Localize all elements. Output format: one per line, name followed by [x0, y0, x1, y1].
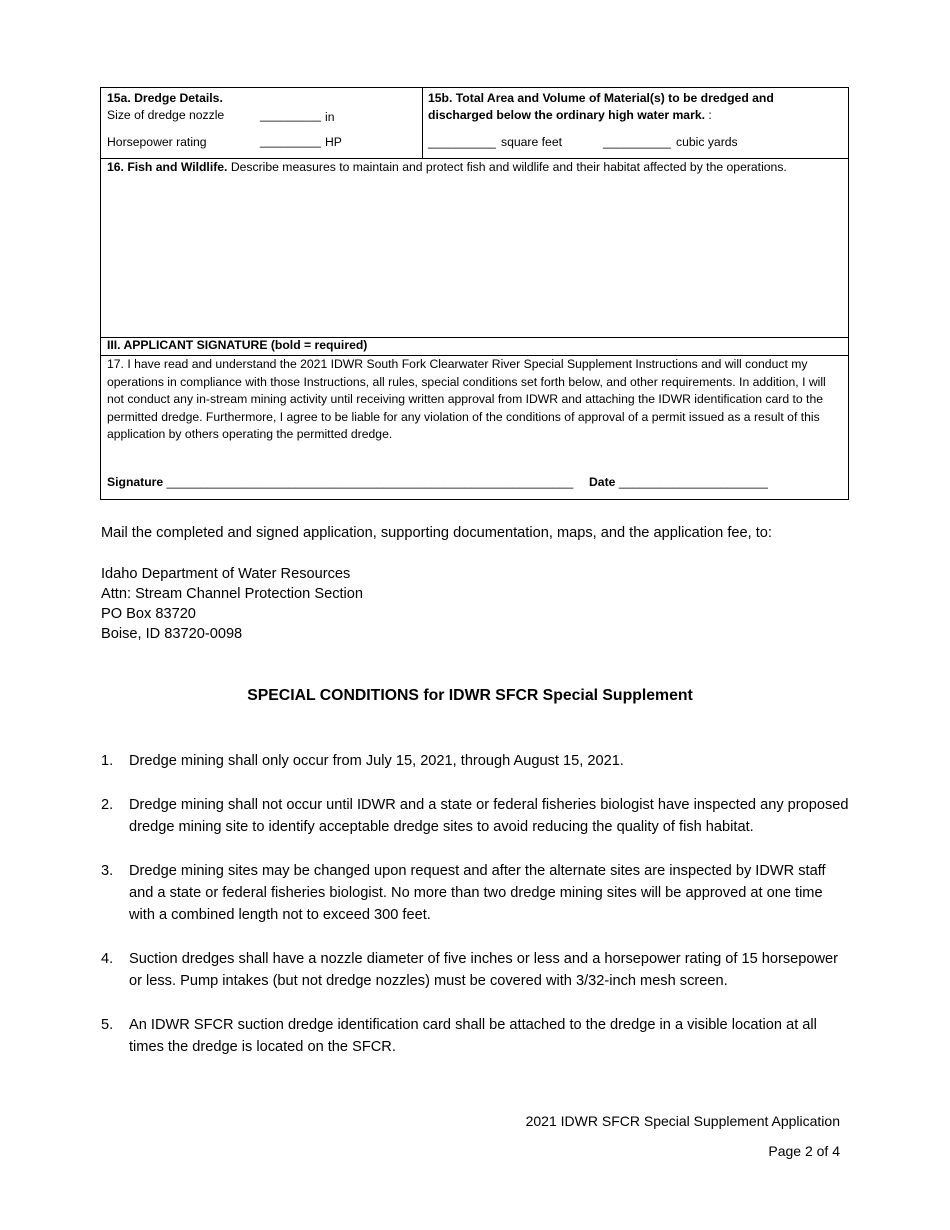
section-15b-title-line2: discharged below the ordinary high water mark.	[428, 108, 705, 122]
mail-instruction: Mail the completed and signed application, supporting documentation, maps, and the application fee, to:	[101, 525, 772, 541]
date-line[interactable]	[589, 474, 768, 491]
section-15b-title-suffix: :	[708, 108, 712, 122]
footer-document-title: 2021 IDWR SFCR Special Supplement Application	[525, 1113, 840, 1129]
applicant-signature-header: III. APPLICANT SIGNATURE (bold = required)	[107, 338, 368, 352]
condition-text: Dredge mining shall only occur from July 15, 2021, through August 15, 2021.	[129, 753, 624, 769]
condition-text: An IDWR SFCR suction dredge identification card shall be attached to the dredge in a visible location at all times the dredge is located on the SFCR.	[129, 1017, 817, 1055]
condition-number: 2.	[101, 797, 114, 813]
special-conditions-title: SPECIAL CONDITIONS for IDWR SFCR Special Supplement	[247, 687, 693, 704]
area-field[interactable]: __________	[428, 135, 496, 149]
condition-text: Dredge mining shall not occur until IDWR and a state or federal fisheries biologist have inspected any proposed dredge mining site to identify acceptable dredge sites to avoid reducing the quality of fish habitat.	[129, 797, 849, 835]
section-15b	[428, 90, 843, 158]
nozzle-size-field[interactable]: _________	[260, 108, 322, 122]
section-16-title: 16. Fish and Wildlife.	[107, 160, 228, 174]
condition-item	[101, 794, 851, 838]
condition-text: Suction dredges shall have a nozzle diameter of five inches or less and a horsepower rating of 15 horsepower or less. Pump intakes (but not dredge nozzles) must be covered with 3/32-inch mesh screen.	[129, 951, 839, 989]
condition-item	[101, 860, 851, 926]
condition-item	[101, 948, 851, 992]
nozzle-size-label: Size of dredge nozzle	[107, 108, 225, 122]
condition-number: 4.	[101, 951, 114, 967]
condition-item	[101, 1014, 851, 1058]
signature-blank[interactable]: ____________________________________________________________	[166, 475, 574, 489]
section-16[interactable]	[107, 159, 842, 337]
condition-number: 3.	[101, 863, 114, 879]
condition-text: Dredge mining sites may be changed upon request and after the alternate sites are inspected by IDWR staff and a state or federal fisheries biologist. No more than two dredge mining sites will be approved at one time with a combined length not to exceed 300 feet.	[129, 863, 826, 923]
section-15a	[107, 90, 417, 158]
volume-field[interactable]: __________	[603, 135, 671, 149]
mailing-address	[101, 564, 363, 644]
condition-number: 5.	[101, 1017, 114, 1033]
section-15b-title-line1: 15b. Total Area and Volume of Material(s) to be dredged and	[428, 91, 774, 105]
area-unit: square feet	[501, 135, 562, 149]
signature-label: Signature	[107, 475, 164, 489]
signature-line[interactable]	[107, 474, 573, 491]
date-blank[interactable]: ______________________	[618, 475, 768, 489]
address-line: Attn: Stream Channel Protection Section	[101, 586, 364, 602]
address-line: Boise, ID 83720-0098	[101, 626, 243, 642]
horsepower-label: Horsepower rating	[107, 135, 207, 149]
column-divider	[422, 88, 423, 159]
certification-statement: 17. I have read and understand the 2021 IDWR South Fork Clearwater River Special Supplement Instructions and will conduct my operations in compliance with those Instructions, all rules, special conditions set forth below, and other requirements. In addition, I will not conduct any in-stream mining activity until receiving written approval from IDWR and attaching the IDWR identification card to the permitted dredge. Furthermore, I agree to be liable for any violation of the conditions of approval of a permit issued as a result of this application by others operating the permitted dredge.	[107, 357, 826, 441]
condition-number: 1.	[101, 753, 114, 769]
nozzle-size-unit: in	[325, 110, 335, 124]
footer-page-number: Page 2 of 4	[768, 1143, 840, 1159]
horsepower-unit: HP	[325, 135, 342, 149]
address-line: PO Box 83720	[101, 606, 196, 622]
horsepower-field[interactable]: _________	[260, 134, 322, 148]
section-16-text: Describe measures to maintain and protect fish and wildlife and their habitat affected by the operations.	[230, 160, 787, 174]
section-15a-title: 15a. Dredge Details.	[107, 91, 223, 105]
volume-unit: cubic yards	[676, 135, 738, 149]
date-label: Date	[589, 475, 616, 489]
condition-item	[101, 750, 851, 772]
address-line: Idaho Department of Water Resources	[101, 566, 351, 582]
application-form-table	[100, 87, 849, 500]
